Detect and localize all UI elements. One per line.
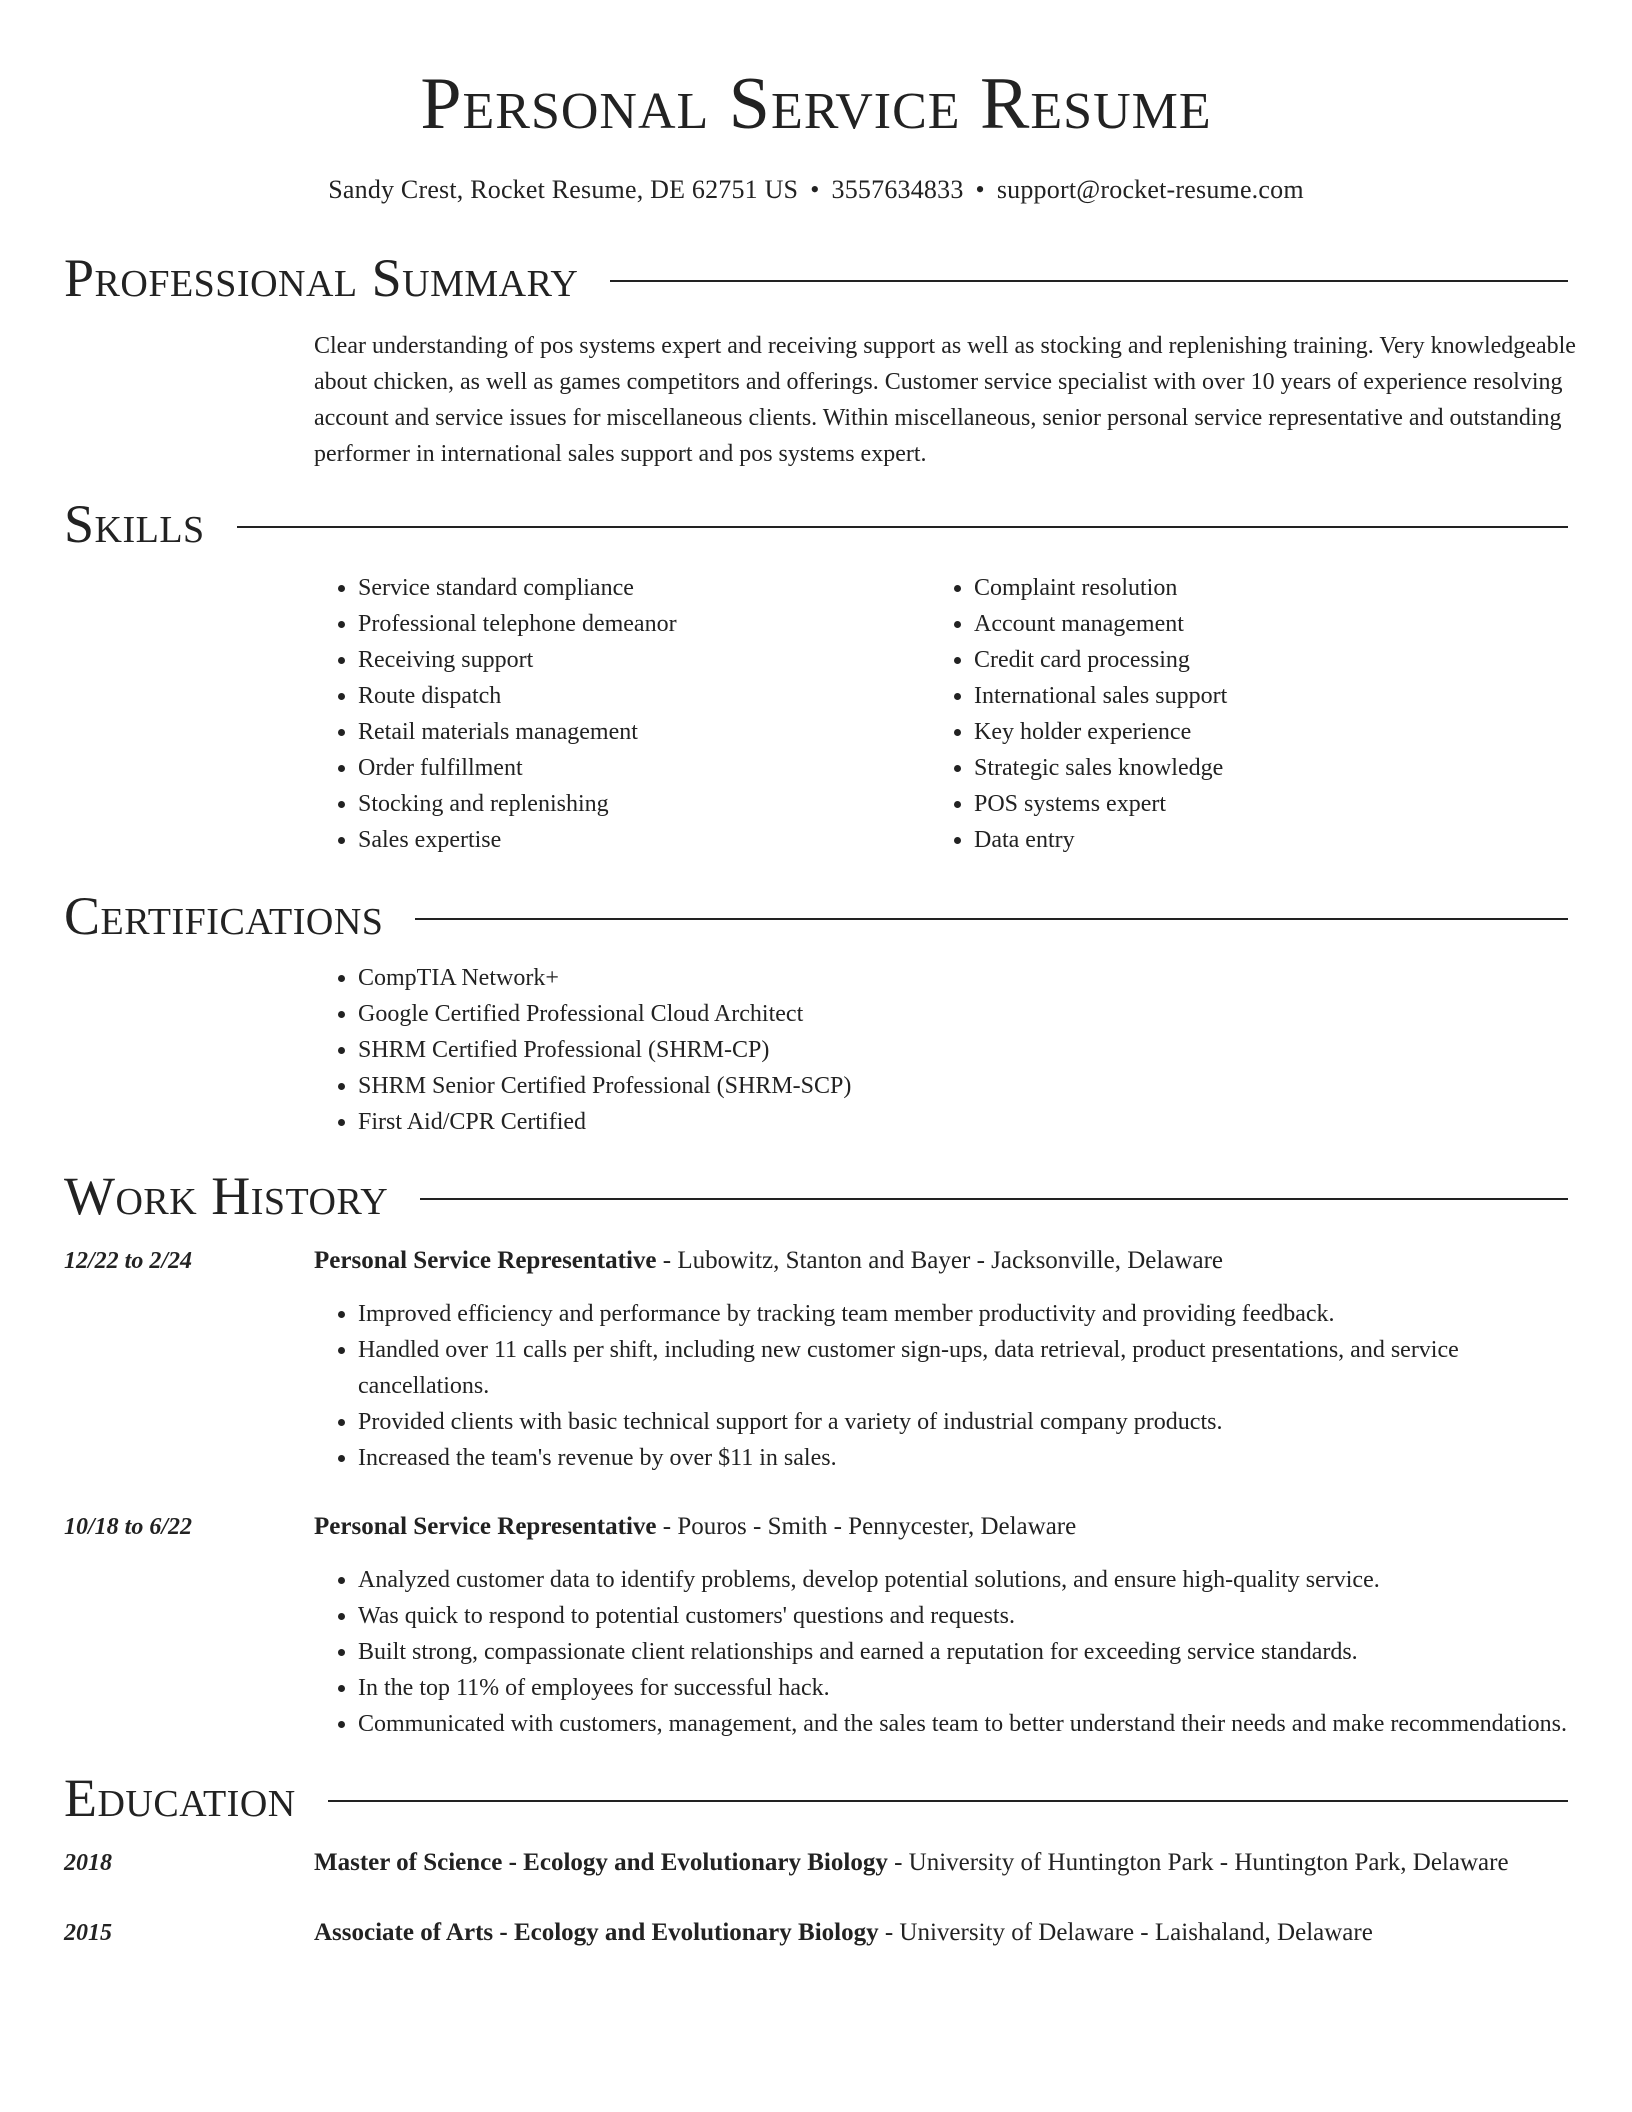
job-bullet: • Increased the team's revenue by over $11 in sales. <box>358 1440 1568 1476</box>
skill-item: • Complaint resolution <box>974 570 1546 606</box>
section-divider <box>610 280 1568 282</box>
skills-grid <box>314 570 1568 858</box>
summary-section <box>64 248 1576 472</box>
contact-separator: • <box>810 175 820 204</box>
job-bullet: • Built strong, compassionate client relationships and earned a reputation for exceeding service standards. <box>358 1634 1568 1670</box>
job-role: Personal Service Representative <box>314 1513 657 1540</box>
education-entry <box>64 1914 1568 1952</box>
contact-address: Sandy Crest, Rocket Resume, DE 62751 US <box>328 175 799 204</box>
education-school: - University of Delaware - Laishaland, Delaware <box>878 1919 1373 1946</box>
skills-column-left <box>314 570 930 858</box>
skill-item: • Retail materials management <box>358 714 930 750</box>
section-divider <box>237 526 1568 528</box>
job-body <box>314 1242 1568 1476</box>
work-history-heading: Work History <box>64 1166 389 1226</box>
job-role: Personal Service Representative <box>314 1247 657 1274</box>
contact-email: support@rocket-resume.com <box>996 175 1304 204</box>
job-dates: 12/22 to 2/24 <box>64 1248 193 1274</box>
summary-text: Clear understanding of pos systems expert and receiving support as well as stocking and replenishing training. Very knowledgeable about chicken, as well as games competitors and offerings. Customer service specialist with over 10 years of experience resolving account and service issues for miscellaneous clients. Within miscellaneous, senior personal service representative and outstanding performer in international sales support and pos systems expert. <box>314 333 1576 467</box>
work-history-header <box>64 1166 1568 1226</box>
job-entry <box>64 1508 1568 1742</box>
skill-item: • Account management <box>974 606 1546 642</box>
certifications-heading: Certifications <box>64 886 384 946</box>
skills-header <box>64 494 1568 554</box>
certification-item: • SHRM Senior Certified Professional (SHRM-SCP) <box>358 1068 1568 1104</box>
certifications-header <box>64 886 1568 946</box>
skill-item: • Sales expertise <box>358 822 930 858</box>
skills-section <box>64 494 1568 858</box>
job-bullet: • Handled over 11 calls per shift, including new customer sign-ups, data retrieval, product presentations, and service cancellations. <box>358 1332 1568 1404</box>
education-year: 2018 <box>64 1850 112 1876</box>
skill-item: • Strategic sales knowledge <box>974 750 1546 786</box>
contact-phone: 3557634833 <box>831 175 964 204</box>
skills-list-left <box>314 570 930 858</box>
summary-heading: Professional Summary <box>64 248 579 308</box>
skills-list-right <box>930 570 1546 858</box>
job-bullet: • In the top 11% of employees for successful hack. <box>358 1670 1568 1706</box>
skill-item: • Route dispatch <box>358 678 930 714</box>
skill-item: • Order fulfillment <box>358 750 930 786</box>
education-degree: Associate of Arts - Ecology and Evolutionary Biology <box>314 1919 879 1946</box>
job-bullet: • Improved efficiency and performance by tracking team member productivity and providing feedback. <box>358 1296 1568 1332</box>
job-bullet: • Communicated with customers, management, and the sales team to better understand their needs and make recommendations. <box>358 1706 1568 1742</box>
education-section <box>64 1768 1568 1952</box>
job-bullet: • Provided clients with basic technical support for a variety of industrial company products. <box>358 1404 1568 1440</box>
education-heading: Education <box>64 1768 296 1828</box>
certification-item: • First Aid/CPR Certified <box>358 1104 1568 1140</box>
job-bullets <box>314 1296 1568 1476</box>
education-heading-line <box>314 1844 1568 1882</box>
summary-header <box>64 248 1568 308</box>
resume-title: Personal Service Resume <box>420 63 1212 145</box>
job-bullets <box>314 1562 1568 1742</box>
job-heading <box>314 1242 1568 1280</box>
education-degree: Master of Science - Ecology and Evolutionary Biology <box>314 1849 888 1876</box>
education-year: 2015 <box>64 1920 112 1946</box>
section-divider <box>420 1198 1568 1200</box>
contact-separator: • <box>975 175 985 204</box>
section-divider <box>415 918 1568 920</box>
education-school: - University of Huntington Park - Huntington Park, Delaware <box>887 1849 1509 1876</box>
contact-line <box>64 174 1568 206</box>
job-bullet: • Was quick to respond to potential customers' questions and requests. <box>358 1598 1568 1634</box>
job-bullet: • Analyzed customer data to identify problems, develop potential solutions, and ensure high-quality service. <box>358 1562 1568 1598</box>
certifications-list <box>314 960 1568 1140</box>
education-header <box>64 1768 1568 1828</box>
job-employer: - Lubowitz, Stanton and Bayer - Jacksonville, Delaware <box>656 1247 1223 1274</box>
job-dates: 10/18 to 6/22 <box>64 1514 193 1540</box>
skill-item: • Credit card processing <box>974 642 1546 678</box>
certifications-body <box>314 960 1568 1140</box>
skill-item: • Professional telephone demeanor <box>358 606 930 642</box>
skill-item: • Data entry <box>974 822 1546 858</box>
certification-item: • SHRM Certified Professional (SHRM-CP) <box>358 1032 1568 1068</box>
certification-item: • CompTIA Network+ <box>358 960 1568 996</box>
education-heading-line <box>314 1914 1568 1952</box>
education-entry <box>64 1844 1568 1882</box>
skill-item: • Stocking and replenishing <box>358 786 930 822</box>
skill-item: • Receiving support <box>358 642 930 678</box>
certifications-section <box>64 886 1568 1140</box>
skill-item: • Key holder experience <box>974 714 1546 750</box>
skill-item: • POS systems expert <box>974 786 1546 822</box>
section-divider <box>328 1800 1568 1802</box>
skills-column-right <box>930 570 1546 858</box>
job-entry <box>64 1242 1568 1476</box>
skills-heading: Skills <box>64 494 205 554</box>
skill-item: • International sales support <box>974 678 1546 714</box>
job-body <box>314 1508 1568 1742</box>
work-history-section <box>64 1166 1568 1742</box>
skill-item: • Service standard compliance <box>358 570 930 606</box>
job-heading <box>314 1508 1568 1546</box>
job-employer: - Pouros - Smith - Pennycester, Delaware <box>656 1513 1077 1540</box>
certification-item: • Google Certified Professional Cloud Architect <box>358 996 1568 1032</box>
